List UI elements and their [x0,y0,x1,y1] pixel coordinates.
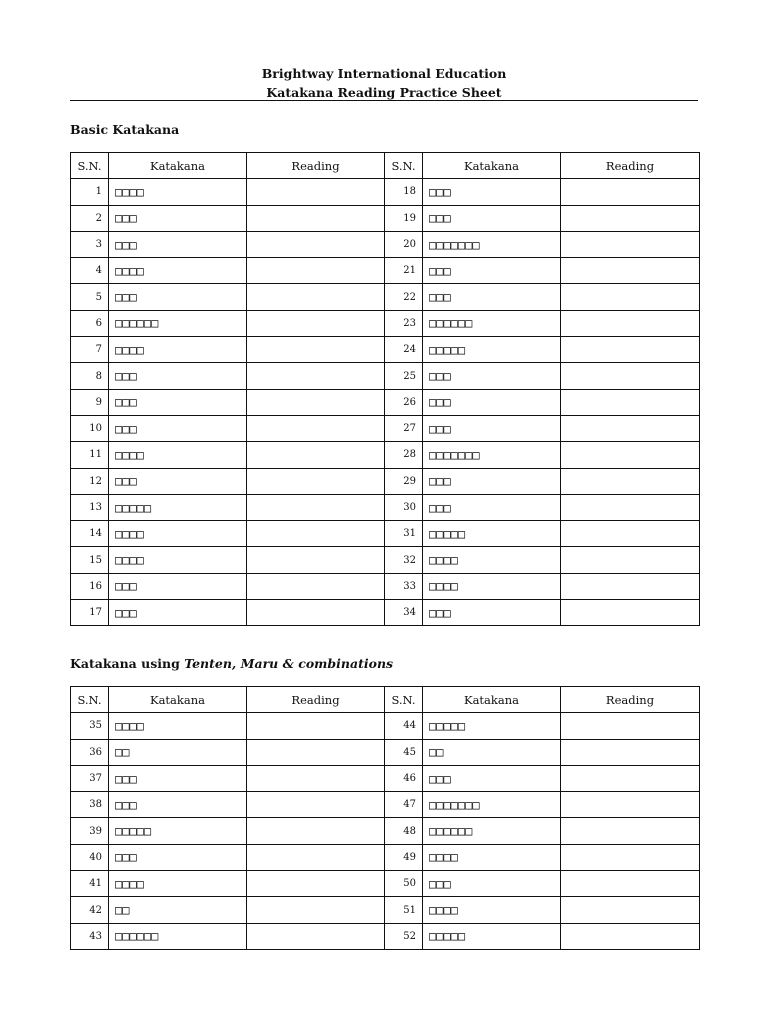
column-header-sn: S.N. [71,687,109,713]
katakana-word: □□□ [423,494,561,520]
table-row [71,792,700,818]
reading-answer-cell[interactable] [561,284,700,310]
serial-number: 23 [385,310,423,336]
reading-answer-cell[interactable] [247,897,385,923]
reading-answer-cell[interactable] [561,923,700,949]
serial-number: 47 [385,792,423,818]
section-title-tenten-italic: Tenten, Maru & combinations [184,656,394,671]
serial-number: 22 [385,284,423,310]
reading-answer-cell[interactable] [247,573,385,599]
reading-answer-cell[interactable] [561,179,700,205]
serial-number: 42 [71,897,109,923]
column-header-sn: S.N. [385,153,423,179]
reading-answer-cell[interactable] [247,844,385,870]
table-row [71,573,700,599]
katakana-word: □□□ [423,205,561,231]
serial-number: 17 [71,600,109,626]
serial-number: 51 [385,897,423,923]
serial-number: 9 [71,389,109,415]
reading-answer-cell[interactable] [561,205,700,231]
serial-number: 3 [71,231,109,257]
reading-answer-cell[interactable] [247,179,385,205]
katakana-word: □□□□ [109,521,247,547]
serial-number: 43 [71,923,109,949]
serial-number: 15 [71,547,109,573]
katakana-word: □□□□□ [423,521,561,547]
katakana-word: □□□□□□ [423,818,561,844]
table-row [71,310,700,336]
katakana-word: □□□ [423,389,561,415]
katakana-word: □□□□ [423,573,561,599]
reading-answer-cell[interactable] [247,521,385,547]
reading-answer-cell[interactable] [247,792,385,818]
table-row [71,739,700,765]
katakana-word: □□□□ [109,258,247,284]
serial-number: 49 [385,844,423,870]
reading-answer-cell[interactable] [247,765,385,791]
katakana-word: □□□ [109,231,247,257]
katakana-word: □□□□ [423,897,561,923]
serial-number: 10 [71,415,109,441]
table-row [71,258,700,284]
serial-number: 31 [385,521,423,547]
reading-answer-cell[interactable] [561,765,700,791]
katakana-word: □□□□□□ [423,310,561,336]
table-row [71,844,700,870]
serial-number: 48 [385,818,423,844]
reading-answer-cell[interactable] [247,231,385,257]
serial-number: 38 [71,792,109,818]
column-header-katakana: Katakana [109,687,247,713]
katakana-word: □□□ [109,573,247,599]
reading-answer-cell[interactable] [561,442,700,468]
table-header-row [71,687,700,713]
reading-answer-cell[interactable] [561,415,700,441]
katakana-word: □□□□□ [423,713,561,739]
reading-answer-cell[interactable] [247,442,385,468]
katakana-word: □□ [109,739,247,765]
table-row [71,818,700,844]
reading-answer-cell[interactable] [247,363,385,389]
reading-answer-cell[interactable] [561,337,700,363]
table-row [71,337,700,363]
reading-answer-cell[interactable] [561,573,700,599]
serial-number: 6 [71,310,109,336]
reading-answer-cell[interactable] [561,739,700,765]
reading-answer-cell[interactable] [247,310,385,336]
serial-number: 18 [385,179,423,205]
serial-number: 1 [71,179,109,205]
katakana-word: □□□ [423,179,561,205]
katakana-word: □□□ [109,844,247,870]
table-row [71,547,700,573]
reading-answer-cell[interactable] [247,494,385,520]
katakana-word: □□□ [109,600,247,626]
column-header-reading: Reading [247,153,385,179]
katakana-word: □□□ [423,363,561,389]
table-row [71,871,700,897]
reading-answer-cell[interactable] [247,739,385,765]
reading-answer-cell[interactable] [561,494,700,520]
katakana-word: □□□ [423,600,561,626]
section-title-basic [70,122,179,137]
reading-answer-cell[interactable] [561,818,700,844]
reading-answer-cell[interactable] [247,337,385,363]
reading-answer-cell[interactable] [561,310,700,336]
reading-answer-cell[interactable] [561,600,700,626]
reading-answer-cell[interactable] [247,389,385,415]
katakana-word: □□□□□ [423,337,561,363]
serial-number: 13 [71,494,109,520]
katakana-word: □□□□□□ [109,923,247,949]
table-row [71,897,700,923]
reading-answer-cell[interactable] [561,521,700,547]
serial-number: 24 [385,337,423,363]
katakana-word: □□□ [423,468,561,494]
basic-katakana-rows [71,179,700,626]
reading-answer-cell[interactable] [561,363,700,389]
column-header-katakana: Katakana [423,687,561,713]
reading-answer-cell[interactable] [561,468,700,494]
serial-number: 21 [385,258,423,284]
reading-answer-cell[interactable] [247,284,385,310]
table-row [71,442,700,468]
serial-number: 32 [385,547,423,573]
table-row [71,468,700,494]
katakana-word: □□□ [109,363,247,389]
katakana-word: □□□ [109,284,247,310]
reading-answer-cell[interactable] [247,547,385,573]
table-header-row [71,153,700,179]
column-header-sn: S.N. [71,153,109,179]
katakana-word: □□□□□ [423,923,561,949]
serial-number: 7 [71,337,109,363]
reading-answer-cell[interactable] [561,547,700,573]
table-row [71,179,700,205]
serial-number: 39 [71,818,109,844]
table-row [71,600,700,626]
serial-number: 30 [385,494,423,520]
serial-number: 46 [385,765,423,791]
serial-number: 16 [71,573,109,599]
katakana-word: □□□□ [109,179,247,205]
reading-answer-cell[interactable] [247,923,385,949]
reading-answer-cell[interactable] [247,600,385,626]
reading-answer-cell[interactable] [247,871,385,897]
table-row [71,765,700,791]
column-header-reading: Reading [561,153,700,179]
serial-number: 11 [71,442,109,468]
header-divider [70,100,698,101]
serial-number: 25 [385,363,423,389]
serial-number: 4 [71,258,109,284]
katakana-word: □□ [423,739,561,765]
katakana-word: □□□ [109,415,247,441]
katakana-word: □□□ [423,284,561,310]
column-header-sn: S.N. [385,687,423,713]
reading-answer-cell[interactable] [247,468,385,494]
katakana-word: □□□□ [423,844,561,870]
sheet-title: Katakana Reading Practice Sheet [266,85,502,100]
serial-number: 27 [385,415,423,441]
katakana-word: □□ [109,897,247,923]
section-title-basic-text: Basic Katakana [70,122,180,137]
serial-number: 45 [385,739,423,765]
katakana-word: □□□ [109,765,247,791]
serial-number: 33 [385,573,423,599]
katakana-word: □□□□ [423,547,561,573]
reading-answer-cell[interactable] [561,897,700,923]
katakana-word: □□□□ [109,713,247,739]
reading-answer-cell[interactable] [561,231,700,257]
katakana-word: □□□□□□□ [423,792,561,818]
katakana-word: □□□ [109,205,247,231]
basic-katakana-table [70,152,700,626]
column-header-katakana: Katakana [423,153,561,179]
katakana-word: □□□ [109,389,247,415]
katakana-word: □□□□ [109,337,247,363]
katakana-word: □□□ [423,871,561,897]
table-row [71,389,700,415]
serial-number: 36 [71,739,109,765]
reading-answer-cell[interactable] [561,844,700,870]
column-header-katakana: Katakana [109,153,247,179]
serial-number: 2 [71,205,109,231]
table-row [71,415,700,441]
serial-number: 29 [385,468,423,494]
katakana-word: □□□□□□ [109,310,247,336]
serial-number: 19 [385,205,423,231]
reading-answer-cell[interactable] [247,258,385,284]
serial-number: 41 [71,871,109,897]
serial-number: 12 [71,468,109,494]
serial-number: 20 [385,231,423,257]
table-row [71,284,700,310]
organization-name: Brightway International Education [261,66,507,81]
reading-answer-cell[interactable] [247,818,385,844]
serial-number: 37 [71,765,109,791]
table-row [71,231,700,257]
serial-number: 34 [385,600,423,626]
serial-number: 26 [385,389,423,415]
serial-number: 35 [71,713,109,739]
katakana-word: □□□ [109,792,247,818]
reading-answer-cell[interactable] [561,389,700,415]
section-title-tenten-text: Katakana using [70,656,185,671]
serial-number: 8 [71,363,109,389]
serial-number: 50 [385,871,423,897]
katakana-word: □□□□ [109,547,247,573]
table-row [71,923,700,949]
katakana-word: □□□ [423,415,561,441]
reading-answer-cell[interactable] [247,415,385,441]
reading-answer-cell[interactable] [247,205,385,231]
serial-number: 44 [385,713,423,739]
table-row [71,363,700,389]
serial-number: 14 [71,521,109,547]
tenten-maru-rows [71,713,700,950]
column-header-reading: Reading [561,687,700,713]
reading-answer-cell[interactable] [561,713,700,739]
table-row [71,205,700,231]
table-row [71,521,700,547]
katakana-word: □□□□ [109,442,247,468]
katakana-word: □□□□□□□ [423,231,561,257]
serial-number: 5 [71,284,109,310]
serial-number: 40 [71,844,109,870]
reading-answer-cell[interactable] [561,792,700,818]
section-title-tenten [70,656,393,671]
katakana-word: □□□□□ [109,494,247,520]
reading-answer-cell[interactable] [247,713,385,739]
tenten-maru-table [70,686,700,950]
katakana-word: □□□□□□□ [423,442,561,468]
katakana-word: □□□ [109,468,247,494]
table-row [71,713,700,739]
katakana-word: □□□□□ [109,818,247,844]
serial-number: 28 [385,442,423,468]
katakana-word: □□□□ [109,871,247,897]
table-row [71,494,700,520]
document-header [70,64,698,102]
serial-number: 52 [385,923,423,949]
katakana-word: □□□ [423,258,561,284]
reading-answer-cell[interactable] [561,258,700,284]
katakana-word: □□□ [423,765,561,791]
reading-answer-cell[interactable] [561,871,700,897]
column-header-reading: Reading [247,687,385,713]
